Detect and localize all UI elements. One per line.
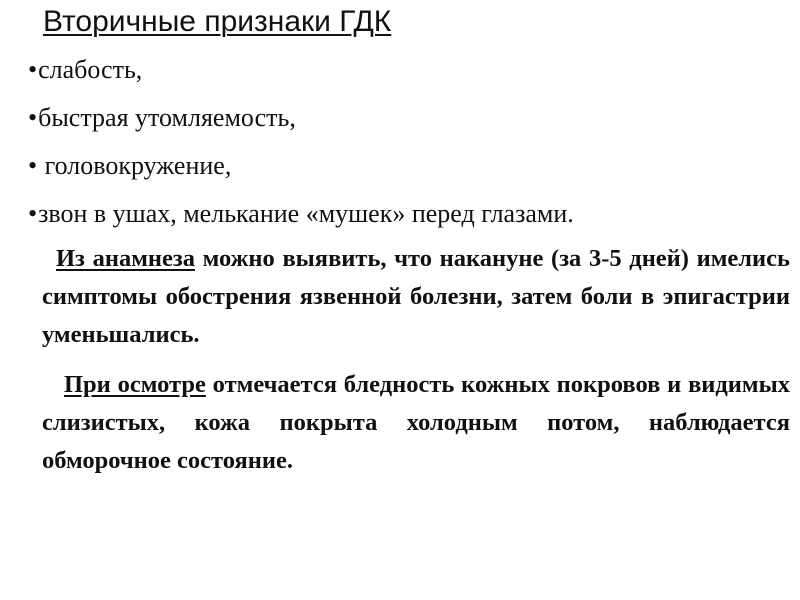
page-title: Вторичные признаки ГДК — [43, 5, 392, 38]
examination-lead: При осмотре — [64, 371, 206, 398]
anamnesis-text: можно выявить, что накануне (за 3-5 дней) имелись симптомы обострения язвенной болезни, затем боли в эпигастрии уменьшались. — [42, 245, 790, 348]
examination-paragraph — [42, 366, 790, 480]
anamnesis-lead: Из анамнеза — [56, 245, 195, 272]
list-item: • звон в ушах, мелькание «мушек» перед глазами. — [28, 194, 574, 242]
list-item: • головокружение, — [28, 146, 574, 194]
anamnesis-paragraph — [42, 240, 790, 354]
list-item: • слабость, — [28, 50, 574, 98]
examination-text: отмечается бледность кожных покровов и видимых слизистых, кожа покрыта холодным потом, наблюдается обморочное состояние. — [42, 371, 790, 474]
list-item: • быстрая утомляемость, — [28, 98, 574, 146]
symptom-list — [28, 50, 574, 242]
